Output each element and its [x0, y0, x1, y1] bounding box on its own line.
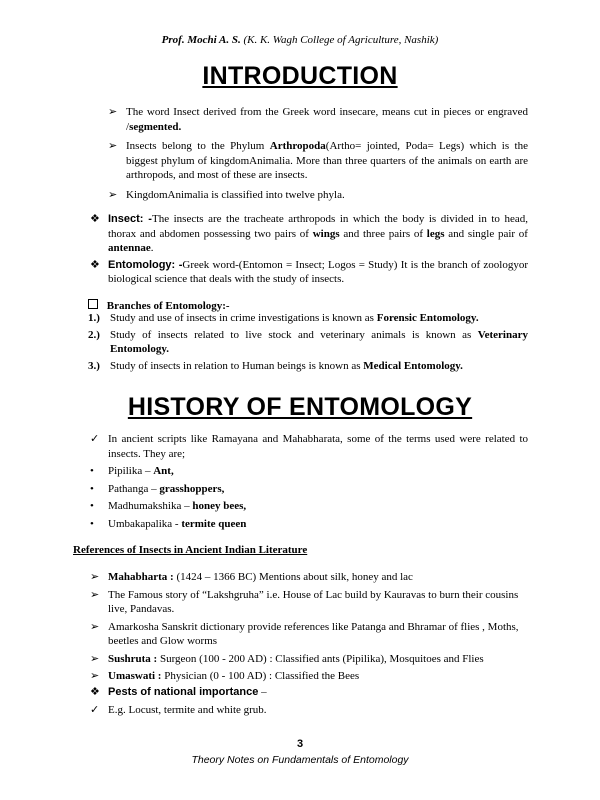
pests-example: ✓ E.g. Locust, termite and white grub.	[90, 703, 267, 716]
insect-definition: ❖ Insect: -The insects are the tracheate arthropods in which the body is divided in to head, thorax and abdomen possessing two pairs of wings and three pairs of legs and single pair of antennae.	[90, 213, 528, 254]
entomology-term: Entomology: -	[108, 258, 183, 271]
header-author: Prof. Mochi A. S.	[161, 34, 241, 46]
history-term: • Madhumakshika – honey bees,	[90, 500, 247, 512]
intro-title: INTRODUCTION	[202, 62, 398, 90]
diamond-icon: ❖	[90, 258, 100, 271]
reference-item: ➢ Sushruta : Surgeon (100 - 200 AD) : Classified ants (Pipilika), Mosquitoes and Flies	[90, 652, 484, 665]
pests-heading: ❖ Pests of national importance –	[90, 686, 267, 698]
arrow-icon: ➢	[90, 620, 100, 633]
history-term: • Pathanga – grasshoppers,	[90, 482, 225, 495]
intro-points	[108, 105, 528, 207]
arrow-icon: ➢	[108, 188, 118, 201]
arrow-icon: ➢	[108, 106, 118, 118]
branches-list	[88, 311, 528, 375]
bullet-icon: •	[90, 482, 94, 495]
pests-section	[90, 685, 528, 720]
history-term: • Umbakapalika - termite queen	[90, 517, 247, 530]
arrow-icon: ➢	[90, 588, 100, 601]
entomology-definition: ❖ Entomology: -Greek word-(Entomon = Insect; Logos = Study) It is the branch of zoologyor biological science that deals with the study of insects.	[90, 258, 529, 285]
arrow-icon: ➢	[90, 652, 100, 665]
branch-item: 1.) Study and use of insects in crime investigations is known as Forensic Entomology.	[88, 312, 479, 324]
history-term: • Pipilika – Ant,	[90, 465, 174, 477]
intro-point: ➢ KingdomAnimalia is classified into twelve phyla.	[108, 188, 345, 201]
reference-item: ➢ Mahabharta : (1424 – 1366 BC) Mentions about silk, honey and lac	[90, 571, 413, 583]
check-icon: ✓	[90, 703, 100, 716]
intro-point: ➢ Insects belong to the Phylum Arthropoda(Artho= jointed, Poda= Legs) which is the biggest phylum of kingdomAnimalia. More than three quarters of the animals on earth are arthropods, and most of these are insects.	[108, 140, 528, 181]
history-intro: ✓ In ancient scripts like Ramayana and Mahabharata, some of the terms used were related to insects. They are;	[90, 433, 528, 460]
checkbox-square-icon	[88, 299, 98, 309]
reference-item: ➢ Amarkosha Sanskrit dictionary provide references like Patanga and Bhramar of flies , Moths, beetles and Glow worms	[90, 620, 519, 647]
intro-point: ➢ The word Insect derived from the Greek word insecare, means cut in pieces or engraved /segmented.	[108, 106, 528, 133]
branches-title: Branches of Entomology:-	[88, 297, 230, 314]
history-list	[90, 432, 528, 534]
branch-item: 3.) Study of insects in relation to Human beings is known as Medical Entomology.	[88, 359, 463, 372]
insect-term: Insect: -	[108, 213, 152, 225]
history-title: HISTORY OF ENTOMOLOGY	[127, 393, 473, 421]
header-college: (K. K. Wagh College of Agriculture, Nashik)	[243, 34, 439, 46]
arrow-icon: ➢	[90, 571, 100, 583]
page-header	[0, 34, 600, 46]
references-list	[90, 570, 528, 687]
branch-item: 2.) Study of insects related to live stock and veterinary animals is known as Veterinary Entomology.	[88, 328, 528, 355]
reference-item: ➢ The Famous story of “Lakshgruha” i.e. House of Lac build by Kauravas to burn their cousins live, Pandavas.	[90, 588, 519, 615]
bullet-icon: •	[90, 500, 94, 512]
bullet-icon: •	[90, 465, 94, 477]
bullet-icon: •	[90, 517, 94, 530]
page-number: 3	[296, 738, 304, 750]
reference-item: ➢ Umaswati : Physician (0 - 100 AD) : Classified the Bees	[90, 670, 360, 682]
arrow-icon: ➢	[90, 670, 100, 682]
definitions	[90, 212, 528, 289]
references-title: References of Insects in Ancient Indian Literature	[73, 544, 308, 556]
check-icon: ✓	[90, 433, 100, 445]
diamond-icon: ❖	[90, 686, 100, 698]
arrow-icon: ➢	[108, 140, 118, 152]
page-footer: Theory Notes on Fundamentals of Entomology	[191, 754, 409, 766]
diamond-icon: ❖	[90, 213, 100, 225]
